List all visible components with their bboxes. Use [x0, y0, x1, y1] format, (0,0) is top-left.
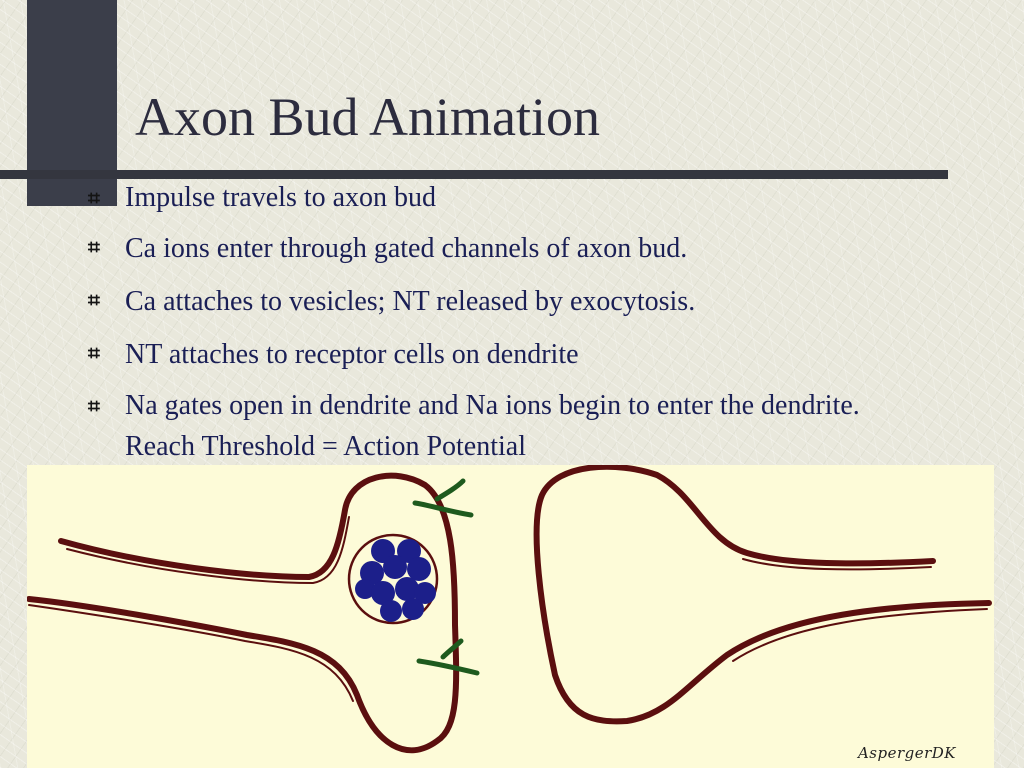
bullet-item: [88, 229, 928, 269]
slide-title: Axon Bud Animation: [135, 87, 601, 147]
bullet-item: [88, 282, 928, 322]
bullet-icon: ⌗: [88, 341, 100, 365]
bullet-text: Impulse travels to axon bud: [125, 182, 437, 213]
bullet-text: Ca ions enter through gated channels of axon bud.: [125, 233, 688, 264]
bullet-text: Na gates open in dendrite and Na ions begin to enter the dendrite. Reach Threshold = Action Potential: [125, 390, 860, 462]
author-signature: AspergerDK: [857, 744, 956, 762]
bullet-list: [88, 180, 928, 480]
bullet-text: NT attaches to receptor cells on dendrite: [125, 339, 579, 370]
vesicle-cluster: [355, 539, 436, 622]
bullet-item: [88, 388, 928, 467]
synapse-illustration: [27, 465, 994, 768]
title-rule: [0, 170, 948, 179]
bullet-text: Ca attaches to vesicles; NT released by exocytosis.: [125, 286, 696, 317]
synapse-drawing: [27, 465, 994, 768]
bullet-item: [88, 335, 928, 375]
bullet-icon: ⌗: [88, 235, 100, 259]
dendrite-membrane: [537, 467, 989, 722]
bullet-icon: ⌗: [88, 394, 100, 418]
bullet-icon: ⌗: [88, 186, 100, 210]
bullet-icon: ⌗: [88, 288, 100, 312]
bullet-item: [88, 180, 928, 216]
